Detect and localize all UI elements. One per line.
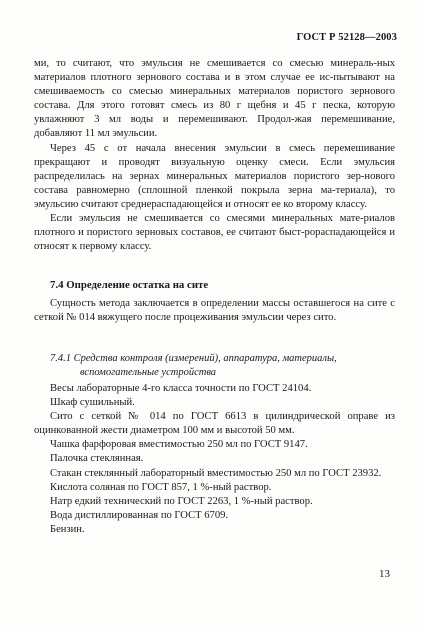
list-item: Весы лабораторные 4-го класса точности по ГОСТ 24104. — [50, 383, 312, 394]
section-title: 7.4 Определение остатка на сите — [50, 279, 209, 291]
list-item: Палочка стеклянная. — [50, 453, 144, 465]
list-item: Сито с сеткой № 014 по ГОСТ 6613 в цилиндрической оправе из оцинкованной жести диаметром 100 мм и высотой 50 мм. — [34, 411, 395, 437]
standard-header: ГОСТ Р 52128—2003 — [296, 32, 397, 43]
subsection-title — [50, 352, 380, 380]
subsection-title-line1: 7.4.1 Средства контроля (измерений), аппаратура, материалы, — [50, 353, 337, 364]
page-number: 13 — [379, 568, 390, 580]
body-text-top — [34, 57, 395, 254]
section-intro-block — [34, 297, 395, 325]
list-item: Чашка фарфоровая вместимостью 250 мл по ГОСТ 9147. — [50, 439, 308, 451]
paragraph-continuation: ми, то считают, что эмульсия не смешивается со смесью минераль-ных материалов плотного зернового состава и в этом случае ее ис-пытывают на смешиваемость со смесью минеральных материалов пористого зернового состава. Для этого готовят смесь из 80 г щебня и 45 г песка, которую увлажняют 3 мл воды и перемешивают. Продол-жая перемешивание, добавляют 11 мл эмульсии. — [34, 58, 395, 140]
list-item: Натр едкий технический по ГОСТ 2263, 1 %-ный раствор. — [50, 495, 313, 507]
paragraph-second-class: Через 45 с от начала внесения эмульсии в смесь перемешивание прекращают и проводят визуальную оценку смеси. Если эмульсия распределилась на зернах минеральных материалов пористого зер-нового состава равномерно (сплошной пленкой покрыла зерна ма-териала), то эмульсию считают среднераспадающейся и относят ее ко второму классу. — [34, 142, 395, 210]
list-item: Шкаф сушильный. — [50, 397, 135, 409]
list-item: Кислота соляная по ГОСТ 857, 1 %-ный раствор. — [50, 481, 272, 493]
paragraph-first-class: Если эмульсия не смешивается со смесями минеральных мате-риалов плотного и пористого зерновых составов, ее считают быст-рораспадающейся и относят к первому классу. — [34, 213, 395, 253]
list-item: Вода дистиллированная по ГОСТ 6709. — [50, 509, 229, 521]
list-item: Бензин. — [50, 523, 85, 535]
section-intro: Сущность метода заключается в определении массы оставшегося на сите с сеткой № 014 вяжущего после процеживания эмульсии через сито. — [34, 298, 395, 324]
subsection-title-line2: вспомогательные устройства — [80, 367, 217, 378]
list-item: Стакан стеклянный лабораторный вместимостью 250 мл по ГОСТ 23932. — [50, 467, 382, 479]
equipment-list — [34, 382, 395, 537]
